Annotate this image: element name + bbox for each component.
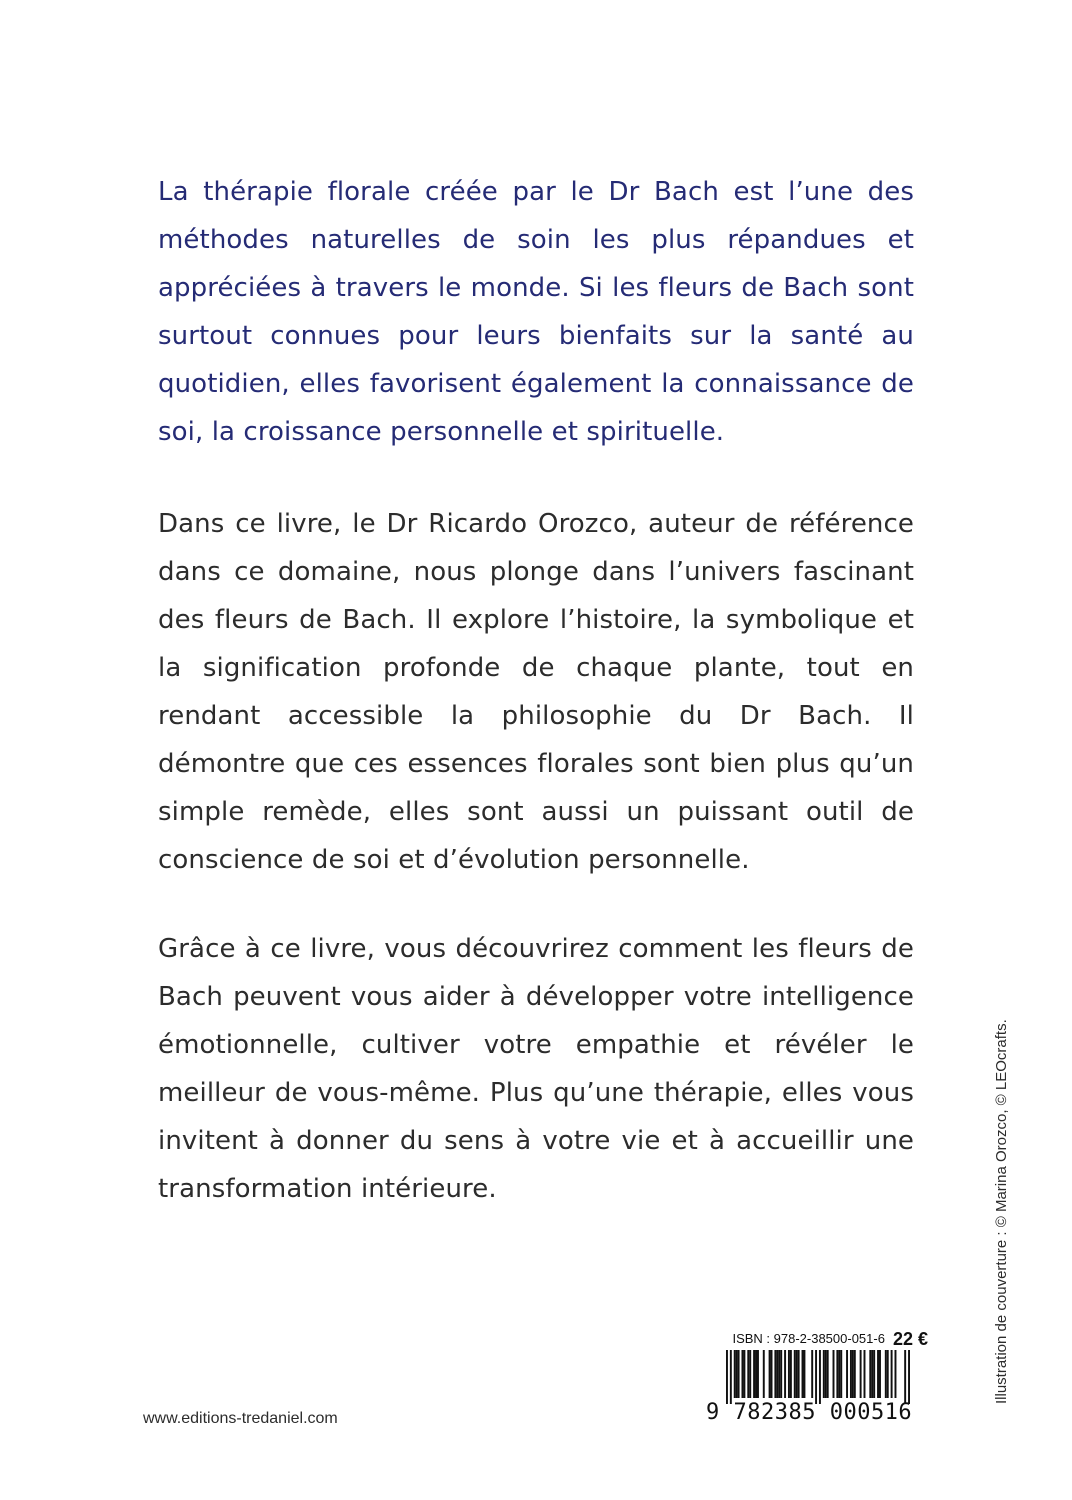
barcode-bar	[840, 1350, 842, 1398]
barcode-bar	[776, 1350, 778, 1398]
barcode-bar	[747, 1350, 749, 1398]
isbn-text: ISBN : 978-2-38500-051-6	[732, 1331, 885, 1346]
publisher-website: www.editions-tredaniel.com	[143, 1410, 338, 1427]
barcode-number: 9 782385 000516	[706, 1400, 913, 1425]
barcode-bar	[811, 1350, 813, 1398]
barcode-bar	[780, 1350, 782, 1398]
barcode-bar	[815, 1350, 817, 1404]
barcode-bar	[774, 1350, 776, 1398]
barcode-graphic	[712, 1350, 924, 1404]
body-paragraph-2: Grâce à ce livre, vous découvrirez comment les fleurs de Bach peuvent vous aider à développer votre intelligence émotionnelle, cultiver votre empathie et révéler le meilleur de vous-même. Plus qu’une thérapie, elles vous invitent à donner du sens à votre vie et à accueillir une transformation intérieure.	[158, 934, 914, 1204]
body-paragraph-1: Dans ce livre, le Dr Ricardo Orozco, auteur de référence dans ce domaine, nous plonge dans l’univers fascinant des fleurs de Bach. Il explore l’histoire, la symbolique et la signification profonde de chaque plante, tout en rendant accessible la philosophie du Dr Bach. Il démontre que ces essences florales sont bien plus qu’un simple remède, elles sont aussi un puissant outil de conscience de soi et d’évolution personnelle.	[158, 509, 914, 875]
barcode-bar	[904, 1350, 906, 1404]
cover-credit	[987, 996, 1017, 1404]
barcode-bar	[873, 1350, 875, 1398]
barcode-bar	[895, 1350, 897, 1398]
barcode-bar	[771, 1350, 773, 1398]
barcode-bar	[852, 1350, 854, 1398]
barcode-bar	[769, 1350, 771, 1398]
barcode-bar	[854, 1350, 856, 1398]
isbn-barcode-block	[706, 1328, 932, 1426]
barcode-bar	[784, 1350, 786, 1398]
barcode-bar	[749, 1350, 751, 1398]
barcode-bar	[790, 1350, 792, 1398]
isbn-price-row	[712, 1328, 928, 1350]
barcode-bar	[869, 1350, 871, 1398]
barcode-bar	[736, 1350, 738, 1398]
barcode-bar	[738, 1350, 740, 1398]
barcode-bar	[757, 1350, 759, 1398]
barcode-bar	[794, 1350, 796, 1398]
barcode-bar	[871, 1350, 873, 1398]
barcode-bar	[908, 1350, 910, 1404]
barcode-bar	[891, 1350, 893, 1398]
barcode-bar	[838, 1350, 840, 1398]
barcode-bar	[825, 1350, 827, 1398]
barcode-bar	[864, 1350, 866, 1398]
barcode-bar	[877, 1350, 879, 1398]
barcode-bar	[833, 1350, 835, 1398]
barcode-bar	[860, 1350, 862, 1398]
barcode-bar	[730, 1350, 732, 1404]
intro-paragraph: La thérapie florale créée par le Dr Bach est l’une des méthodes naturelles de soin les plus répandues et appréciées à travers le monde. Si les fleurs de Bach sont surtout connues pour leurs bienfaits sur la santé au quotidien, elles favorisent également la connaissance de soi, la croissance personnelle et spirituelle.	[158, 177, 914, 447]
barcode-bar	[798, 1350, 800, 1398]
barcode-bar	[819, 1350, 821, 1404]
barcode-bar	[778, 1350, 780, 1398]
barcode-bar	[823, 1350, 825, 1398]
barcode-bar	[836, 1350, 838, 1398]
barcode-bar	[763, 1350, 765, 1398]
barcode-bar	[802, 1350, 804, 1398]
barcode-bar	[796, 1350, 798, 1398]
barcode-bar	[741, 1350, 743, 1398]
barcode-bar	[743, 1350, 745, 1398]
barcode-bar	[734, 1350, 736, 1398]
barcode-bar	[788, 1350, 790, 1398]
barcode-bar	[846, 1350, 848, 1398]
barcode-bar	[803, 1350, 805, 1398]
barcode-bar	[879, 1350, 881, 1398]
barcode-bar	[755, 1350, 757, 1398]
barcode-bar	[827, 1350, 829, 1398]
barcode-bar	[753, 1350, 755, 1398]
barcode-bar	[726, 1350, 728, 1404]
cover-credit-text: Illustration de couverture : © Marina Orozco, © LEOcrafts.	[993, 1019, 1010, 1404]
price-text: 22 €	[892, 1329, 928, 1349]
barcode-bar	[887, 1350, 889, 1398]
barcode-bar	[850, 1350, 852, 1398]
barcode-bar	[885, 1350, 887, 1398]
